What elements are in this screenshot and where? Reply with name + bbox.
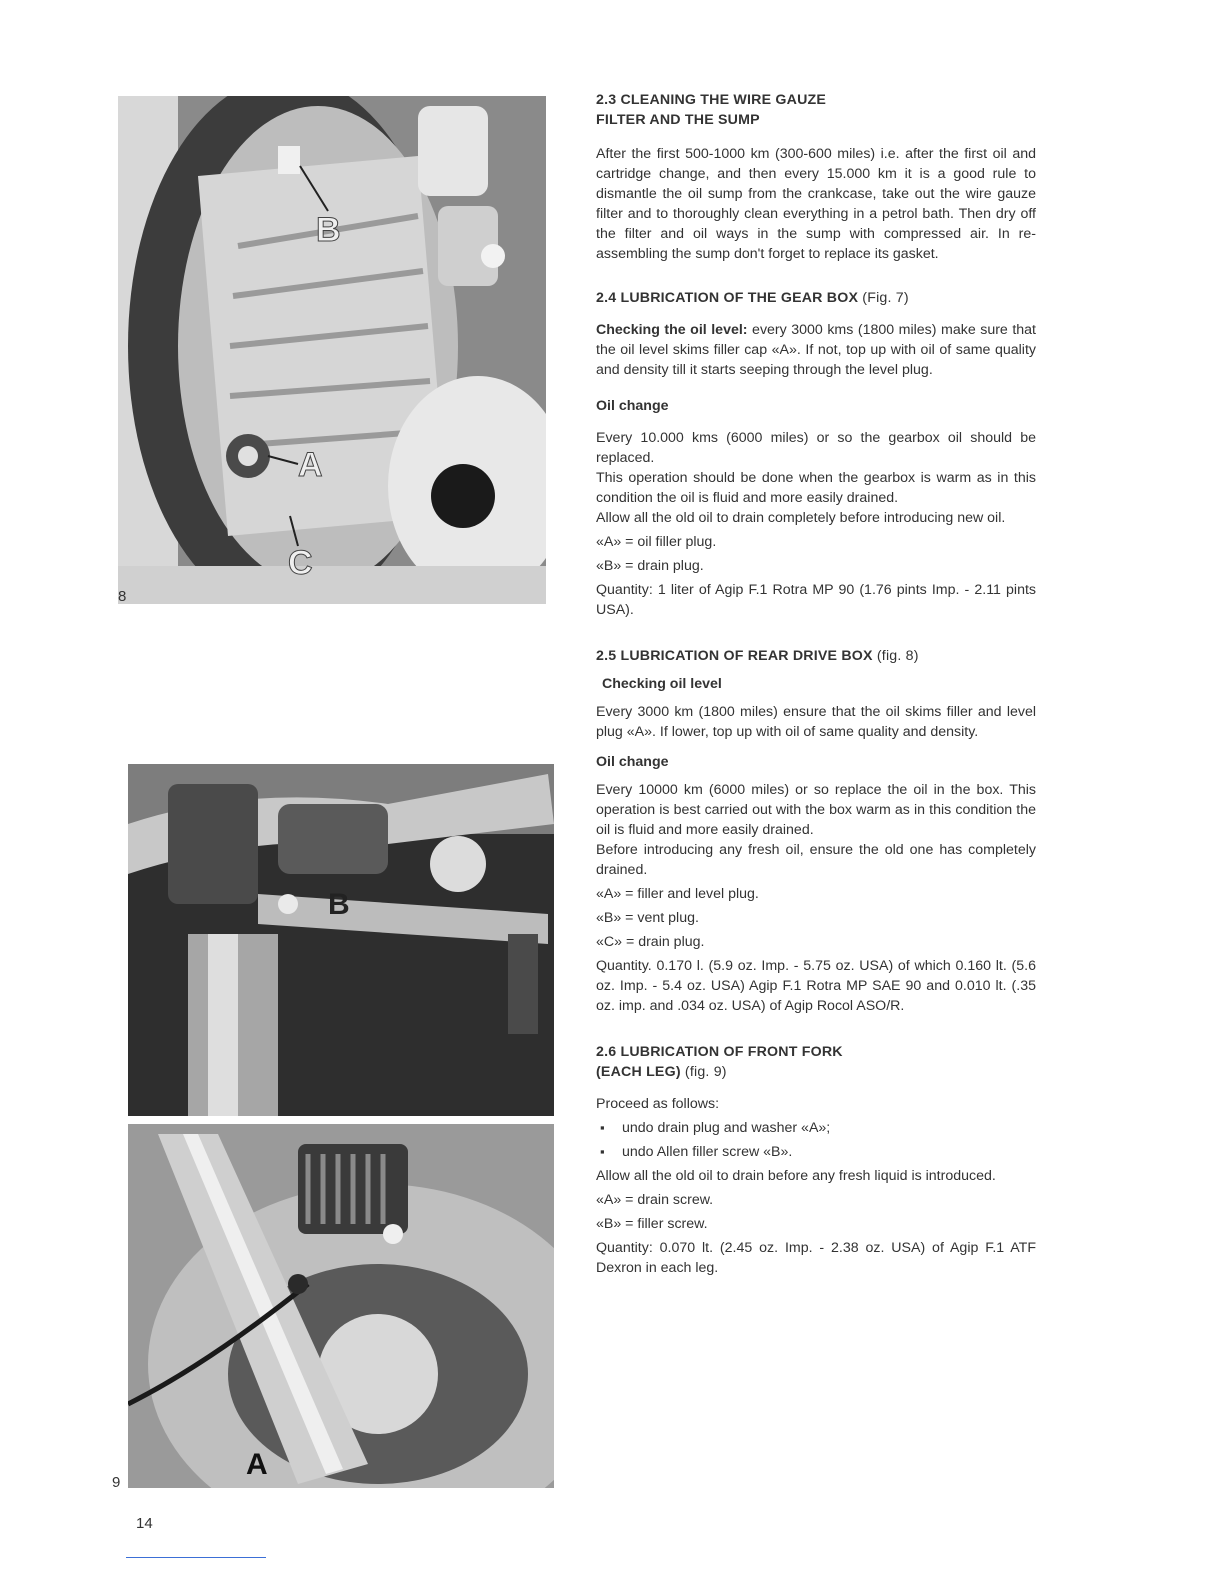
heading-2-4-ref: (Fig. 7) (862, 290, 909, 306)
section-2-6 (596, 1042, 1036, 1278)
fig9-number: 9 (112, 1474, 121, 1491)
bullet-2-6-1: ▪ undo drain plug and washer «A»; (596, 1118, 1036, 1138)
oil-change-2-5-p2: Before introducing any fresh oil, ensure the old one has completely drained. (596, 842, 1036, 878)
body-2-3: After the first 500-1000 km (300-600 miles) i.e. after the first oil and cartridge change, and then every 15.000 km it is a good rule to dismantle the oil sump from the crankcase, take out the wire gauze filter and to thoroughly clean everything in a petrol bath. Then dry off the filter and oil ways in the sump with compressed air. In re-assembling the sump don't forget to replace its gasket. (596, 146, 1036, 262)
section-2-4 (596, 288, 1036, 620)
check-2-4-text: every 3000 kms (1800 miles) make sure that the oil level skims filler cap «A». If not, top up with oil of same quality and density till it starts seeping through the level plug. (596, 322, 1037, 378)
page-number: 14 (136, 1515, 153, 1532)
legend-2-4-b: «B» = drain plug. (596, 558, 704, 574)
quantity-2-5: Quantity. 0.170 l. (5.9 oz. Imp. - 5.75 oz. USA) of which 0.160 lt. (5.6 oz. Imp. - 5.4 oz. USA) Agip F.1 Rotra MP SAE 90 and 0.010 lt. (.35 oz. imp. and .034 oz. USA) of Agip Rocol ASO/R. (596, 958, 1036, 1014)
heading-2-5 (596, 646, 1036, 666)
oil-change-2-4-p3: Allow all the old oil to drain completely before introducing new oil. (596, 510, 1006, 526)
text-column (596, 90, 1036, 1278)
legend-2-5-c: «C» = drain plug. (596, 934, 705, 950)
heading-2-3-line2: FILTER AND THE SUMP (596, 112, 760, 128)
check-2-5-text: Every 3000 km (1800 miles) ensure that the oil skims filler and level plug «A». If lower, top up with oil of same quality and density. (596, 704, 1036, 740)
fig8-label-a: A (298, 446, 323, 484)
legend-2-4-a: «A» = oil filler plug. (596, 534, 717, 550)
oil-change-2-5-title: Oil change (596, 754, 669, 770)
heading-2-3-line1: 2.3 CLEANING THE WIRE GAUZE (596, 92, 827, 108)
footer-rule (126, 1557, 266, 1558)
oil-change-2-4-p1: Every 10.000 kms (6000 miles) or so the gearbox oil should be replaced. (596, 430, 1036, 466)
oil-change-2-4-title: Oil change (596, 398, 669, 414)
heading-2-6-ref: (fig. 9) (684, 1064, 727, 1080)
fig9-label-a: A (246, 1448, 268, 1481)
check-2-4-lead: Checking the oil level: (596, 322, 748, 338)
section-2-5 (596, 646, 1036, 1016)
bullet-2-6-2: ▪ undo Allen filler screw «B». (596, 1142, 1036, 1162)
legend-2-5-a: «A» = filler and level plug. (596, 886, 759, 902)
legend-2-6-b: «B» = filler screw. (596, 1216, 708, 1232)
fig9-photo (128, 764, 554, 1488)
oil-change-2-5-p1: Every 10000 km (6000 miles) or so replace the oil in the box. This operation is best carried out with the box warm as in this condition the oil is fluid and more easily drained. (596, 782, 1036, 838)
fig8-photo (118, 96, 546, 604)
legend-2-6-a: «A» = drain screw. (596, 1192, 714, 1208)
quantity-2-4: Quantity: 1 liter of Agip F.1 Rotra MP 90 (1.76 pints Imp. - 2.11 pints USA). (596, 582, 1036, 618)
heading-2-5-ref: (fig. 8) (876, 648, 919, 664)
oil-change-2-4-p2: This operation should be done when the gearbox is warm as in this condition the oil is fluid and more easily drained. (596, 470, 1036, 506)
fig8-label-c: C (288, 544, 313, 582)
fig9-label-b: B (328, 888, 350, 921)
check-2-4 (596, 320, 1036, 380)
fig8-label-b: B (316, 211, 341, 249)
fig8-number: 8 (118, 588, 127, 605)
intro-2-6: Proceed as follows: (596, 1096, 720, 1112)
body-2-6-p1: Allow all the old oil to drain before any fresh liquid is introduced. (596, 1168, 996, 1184)
check-2-5-title: Checking oil level (602, 676, 722, 692)
heading-2-6-line2 (596, 1062, 1036, 1082)
heading-2-4-text: 2.4 LUBRICATION OF THE GEAR BOX (596, 290, 859, 306)
heading-2-4 (596, 288, 1036, 308)
heading-2-6-line1: 2.6 LUBRICATION OF FRONT FORK (596, 1044, 843, 1060)
heading-2-5-text: 2.5 LUBRICATION OF REAR DRIVE BOX (596, 648, 873, 664)
heading-2-6-line2-text: (EACH LEG) (596, 1064, 681, 1080)
quantity-2-6: Quantity: 0.070 lt. (2.45 oz. Imp. - 2.38 oz. USA) of Agip F.1 ATF Dexron in each leg. (596, 1240, 1036, 1276)
legend-2-5-b: «B» = vent plug. (596, 910, 699, 926)
section-2-3 (596, 90, 1036, 264)
